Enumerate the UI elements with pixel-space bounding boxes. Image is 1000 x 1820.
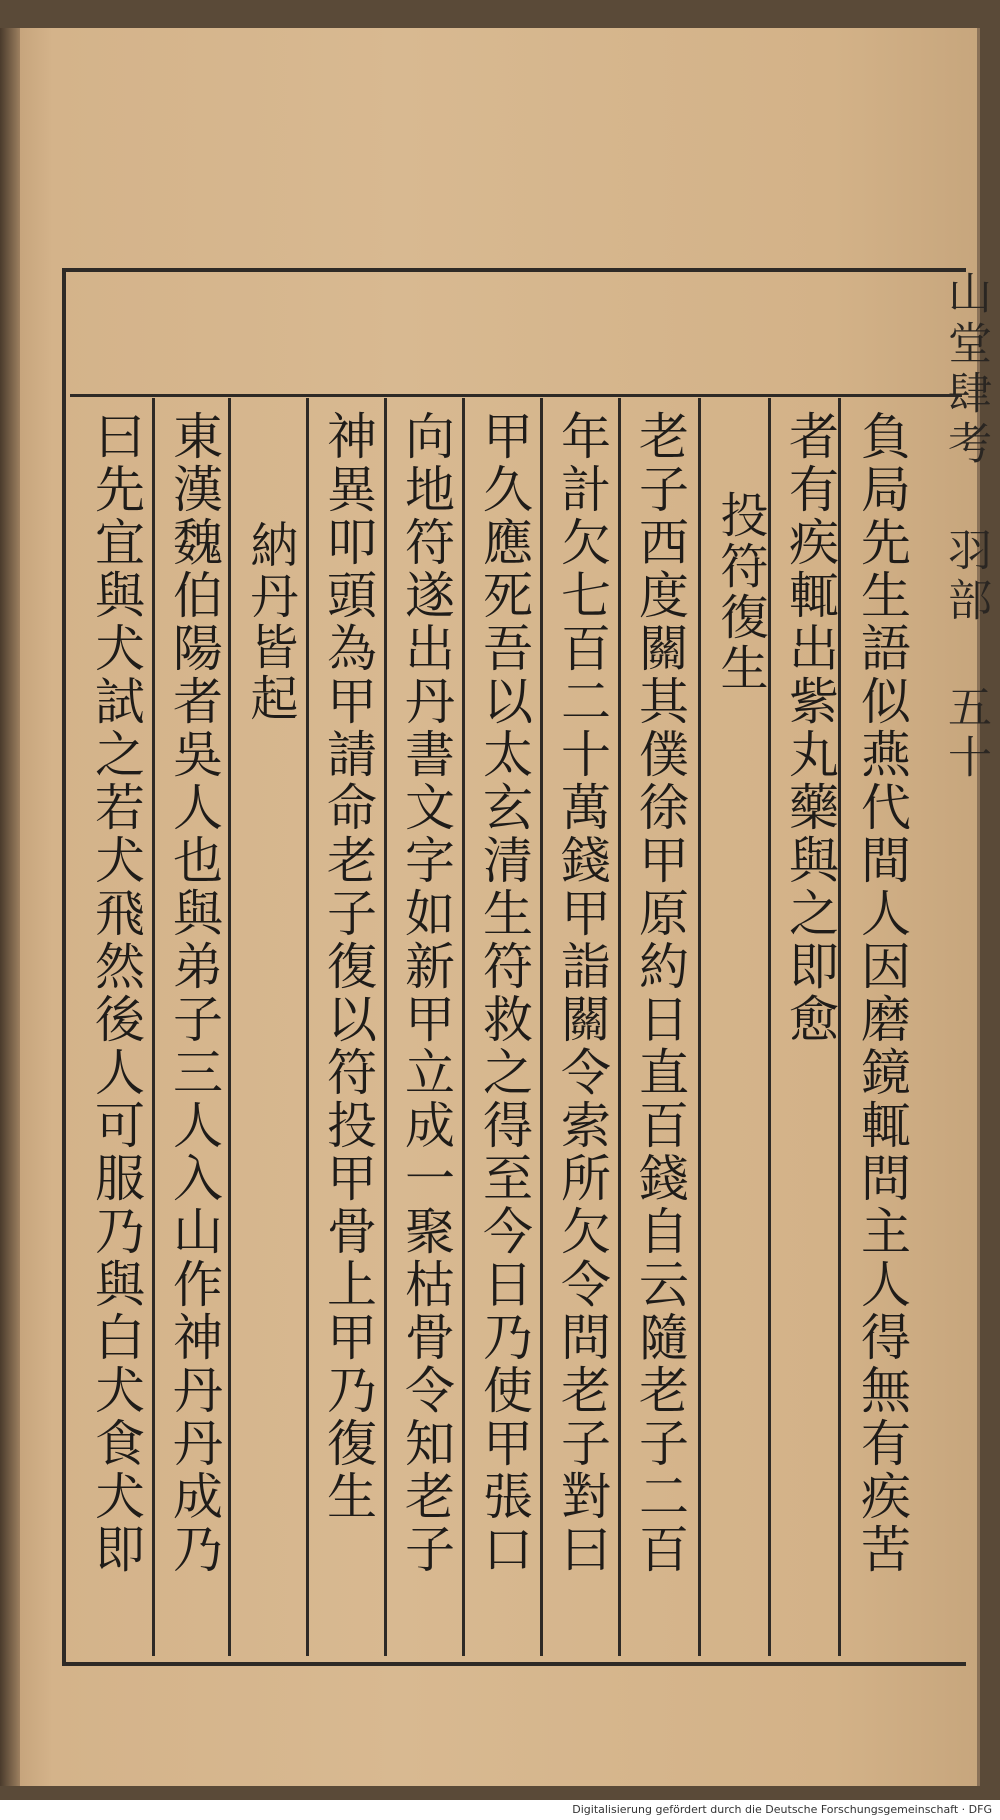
margin-title: 山堂肆考 羽部 五十 (940, 270, 991, 784)
column-rule (306, 398, 309, 1656)
text-column: 甲久應死吾以太玄清生符救之得至今日乃使甲張口 (475, 410, 533, 1576)
column-rule (384, 398, 387, 1656)
text-column: 神異叩頭為甲請命老子復以符投甲骨上甲乃復生 (319, 410, 377, 1523)
text-column: 年計欠七百二十萬錢甲詣關令索所欠令問老子對曰 (553, 410, 611, 1576)
section-heading: 納丹皆起 (242, 520, 298, 724)
column-rule (462, 398, 465, 1656)
text-column: 東漢魏伯陽者吳人也與弟子三人入山作神丹丹成乃 (165, 410, 223, 1576)
text-column: 曰先宜與犬試之若犬飛然後人可服乃與白犬食犬即 (87, 410, 145, 1576)
text-column: 負局先生語似燕代間人因磨鏡輒問主人得無有疾苦 (853, 410, 911, 1576)
column-rule (698, 398, 701, 1656)
section-heading: 投符復生 (712, 490, 768, 694)
text-column: 者有疾輒出紫丸藥與之即愈 (781, 410, 839, 1046)
digitization-credit (0, 1800, 1000, 1820)
book-spine (0, 28, 20, 1786)
column-rule (618, 398, 621, 1656)
column-rule (540, 398, 543, 1656)
text-column: 老子西度關其僕徐甲原約日直百錢自云隨老子二百 (631, 410, 689, 1576)
footer-text: Digitalisierung gefördert durch die Deutsche Forschungsgemeinschaft · DFG (572, 1803, 992, 1816)
text-column: 向地符遂出丹書文字如新甲立成一聚枯骨令知老子 (397, 410, 455, 1576)
header-band (70, 274, 962, 397)
column-rule (152, 398, 155, 1656)
column-rule (228, 398, 231, 1656)
